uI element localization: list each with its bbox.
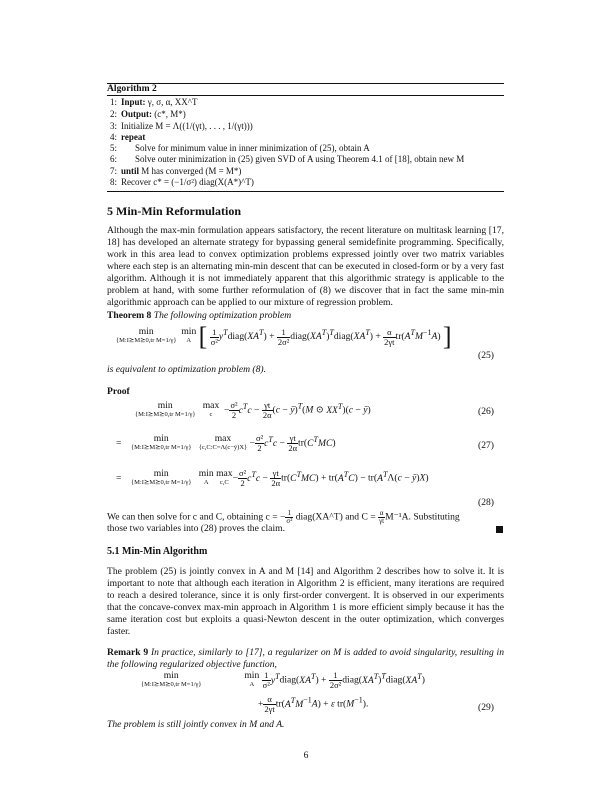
algorithm-line-number: 4:: [109, 132, 117, 142]
algorithm-line-text: Solve outer minimization in (25) given SVD of A using Theorem 4.1 of [18], obtain new M: [135, 154, 465, 164]
equation-29-line-2: + $\frac{\alpha}{2\gamma t}$ $tr(A^TM^{-1}A) + \varepsilon$ $tr(M^{-1})$.: [258, 694, 369, 714]
algorithm-line: [107, 132, 145, 143]
algorithm-line-text: Initialize M = Λ((1/(γt), . . . , 1/(γt))): [121, 121, 253, 131]
equation-27-number: (27): [478, 440, 494, 451]
algorithm-line: [107, 154, 464, 165]
proof-conclusion-part-b: diag(XA^T) and C =: [295, 511, 376, 523]
theorem-8-conclusion: is equivalent to optimization problem (8).: [107, 364, 266, 375]
algorithm-keyword: Output:: [121, 109, 153, 119]
algorithm-line: [107, 109, 186, 120]
algorithm-top-rule: [107, 83, 504, 84]
remark-9: [107, 647, 504, 671]
section-5-1-body: The problem (25) is jointly convex in A and M [14] and Algorithm 2 describes how to solve it. It is important to note that although each iteration in Algorithm 2 is efficient, many iterations are required to reach a desired tolerance, since it is only first-order convergent. It is observed in our experiments that the concave-convex max-min approach in Algorithm 1 is more efficient simply because it has the same iteration cost but exploits a quasi-Newton descent in the outer optimization, which converges faster.: [107, 566, 504, 637]
algorithm-line-number: 8:: [109, 177, 117, 187]
algorithm-line-number: 6:: [109, 154, 117, 164]
section-5-heading: 5 Min-Min Reformulation: [107, 204, 241, 218]
algorithm-line-text: Solve for minimum value in inner minimization of (25), obtain A: [135, 143, 370, 153]
equation-27: = min {M:I⪰M⪰0,tr M=1/γ} max {c,C:C=Λ(c−ȳ)X} − $\frac{\text{σ²}}{2}$ $c^Tc$ − $\frac{\gamma t}{2\alpha}$ $tr(C^TMC)$: [116, 433, 336, 453]
proof-label: Proof: [107, 386, 130, 397]
page-number: 6: [303, 750, 309, 761]
equation-26: min {M:I⪰M⪰0,tr M=1/γ} max c − $\frac{\text{σ²}}{2}$ $c^Tc$ − $\frac{\gamma t}{2\alpha}$ (c − ȳ)$^T$(M ⊙ $XX^T)(c$ − ȳ): [135, 400, 371, 420]
equation-25-number: (25): [478, 350, 494, 361]
algorithm-line-number: 1:: [109, 97, 117, 107]
qed-square-icon: [496, 526, 503, 533]
equation-29-line-1: min {M:I⪰M⪰0,tr M=1/γ} min A $\frac{1}{\text{σ²}}$ $y^Tdiag(XA^T)$ + $\frac{1}{\text{2σ²}}$ $diag(XA^T)^Tdiag(XA^T)$: [141, 670, 425, 690]
remark-9-conclusion: The problem is still jointly convex in M and A.: [107, 719, 285, 730]
algorithm-line-text: M has converged (M = M*): [139, 166, 242, 176]
algorithm-line-text: γ, σ, α, XX^T: [145, 97, 198, 107]
proof-conclusion-part-c: M⁻¹A. Substituting: [385, 511, 460, 523]
equation-26-number: (26): [478, 406, 494, 417]
section-5-1-heading: 5.1 Min-Min Algorithm: [107, 546, 208, 557]
algorithm-keyword: until: [121, 166, 140, 176]
algorithm-keyword: Input:: [121, 97, 146, 107]
proof-conclusion-part-a: We can then solve for c and C, obtaining c = −: [107, 511, 286, 523]
algorithm-bottom-rule: [107, 191, 504, 192]
algorithm-line-number: 3:: [109, 121, 117, 131]
section-5-body: Although the max-min formulation appears satisfactory, the recent literature on multitask learning [17, 18] has developed an alternate strategy for bypassing general semidefinite programming. Specifically, work in this area lead to convex optimization problems expressed jointly over two matrix variables where each step is an alternating min-min descent that can be executed in closed-form or by a very fast algorithm. Although it is not immediately apparent that this algorithmic strategy is applicable to the problem at hand, with some further reformulation of (8) we discover that in fact the same min-min algorithmic approach can be applied to our mixture of regression problem.: [107, 225, 504, 308]
algorithm-title-rule: [107, 95, 504, 96]
algorithm-line: [107, 166, 241, 177]
algorithm-line-number: 7:: [109, 166, 117, 176]
algorithm-line: [107, 143, 370, 154]
algorithm-line-number: 2:: [109, 109, 117, 119]
equation-28-number: (28): [478, 497, 494, 508]
algorithm-line-number: 5:: [109, 143, 117, 153]
algorithm-line-text: Recover c* = (−1/σ²) diag(X(A*)^T): [121, 177, 254, 187]
equation-29-number: (29): [478, 702, 494, 713]
proof-conclusion: We can then solve for c and C, obtaining c = − $\frac{1}{\text{σ²}}$ diag(XA^T) and C = $\frac{\alpha}{\gamma t}$ M⁻¹A. Substituting: [107, 509, 460, 525]
algorithm-line: [107, 97, 198, 108]
equation-28: = min {M:I⪰M⪰0,tr M=1/γ} min A max c,C − $\frac{\text{σ²}}{2}$ $c^Tc$ − $\frac{\gamma t}{2\alpha}$ $tr(C^TMC) + tr(A^TC) - tr(A^T\Lambda(c$ − ȳ)X): [116, 468, 429, 488]
theorem-8-intro: The following optimization problem: [153, 310, 292, 321]
remark-9-label: Remark 9: [107, 647, 149, 658]
algorithm-line: [107, 177, 254, 188]
algorithm-line-text: (c*, M*): [152, 109, 186, 119]
theorem-8: [107, 310, 291, 322]
algorithm-line: [107, 121, 253, 132]
algorithm-title: Algorithm 2: [107, 83, 157, 94]
equation-25: min {M:I⪰M⪰0,tr M=1/γ} min A [ $\frac{1}{\text{σ²}}$ $y^Tdiag(XA^T)$ + $\frac{1}{\text{2σ²}}$ $diag(XA^T)^Tdiag(XA^T)$ + $\frac{\alpha}{2\gamma t}$ $tr(A^TM^{-1}A)$ ]: [116, 322, 452, 351]
remark-9-text: In practice, similarly to [17], a regularizer on M is added to avoid singularity, resulting in the following regularized objective function,: [107, 647, 504, 670]
algorithm-keyword: repeat: [121, 132, 146, 142]
theorem-8-label: Theorem 8: [107, 310, 152, 321]
proof-conclusion-line-2: those two variables into (28) proves the claim.: [107, 523, 285, 534]
